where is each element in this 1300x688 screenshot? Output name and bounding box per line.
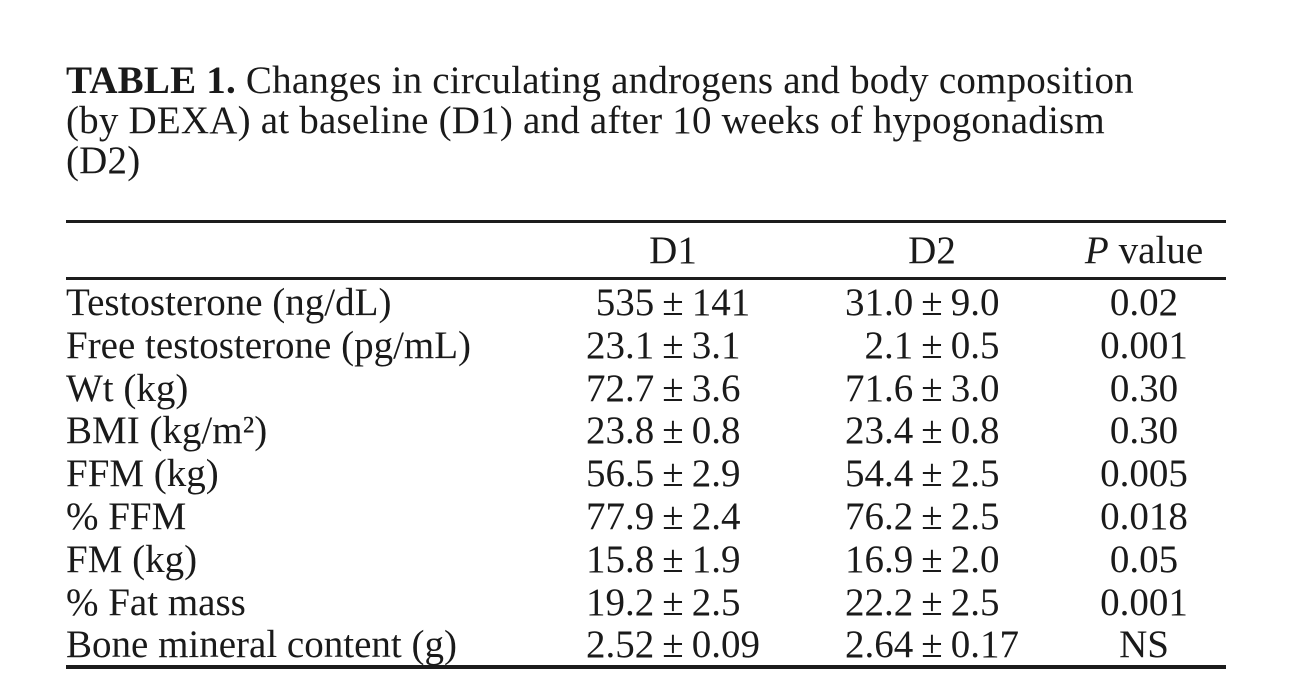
plus-minus-sign: ± [662, 580, 684, 624]
row-label: Bone mineral content (g) [66, 623, 457, 667]
plus-minus-sign: ± [662, 366, 684, 410]
row-label: Testosterone (ng/dL) [66, 281, 392, 324]
plus-minus-sign: ± [662, 623, 684, 667]
d2-cell [802, 537, 1062, 582]
p-value-cell: 0.30 [1109, 366, 1179, 410]
header-d1: D1 [649, 228, 697, 272]
d2-sd: 0.8 [950, 409, 1000, 453]
d1-sd: 3.1 [691, 323, 741, 367]
d1-mean: 535 [595, 281, 655, 324]
d1-sd: 0.8 [691, 409, 741, 453]
d1-mean: 23.1 [586, 323, 655, 367]
d2-mean: 2.64 [845, 623, 914, 667]
table-row [66, 622, 1226, 665]
header-p-symbol: P [1084, 228, 1109, 272]
d2-cell [802, 323, 1062, 368]
d1-mean: 23.8 [586, 409, 655, 453]
header-d2: D2 [908, 228, 956, 272]
d2-mean: 76.2 [845, 494, 914, 538]
row-label: Wt (kg) [66, 366, 189, 410]
table-caption-label: TABLE 1. [66, 59, 236, 102]
row-label: Free testosterone (pg/mL) [66, 323, 472, 367]
d1-cell [544, 494, 802, 539]
header-p-word: value [1118, 228, 1204, 272]
row-label: % FFM [66, 494, 187, 538]
d2-cell [802, 580, 1062, 625]
d2-sd: 0.17 [950, 623, 1019, 667]
d1-sd: 2.5 [691, 580, 741, 624]
d1-cell [544, 280, 802, 325]
d1-mean: 2.52 [586, 623, 655, 667]
d1-mean: 77.9 [586, 494, 655, 538]
plus-minus-sign: ± [921, 452, 943, 496]
d2-mean: 2.1 [864, 323, 914, 367]
d2-mean: 23.4 [845, 409, 914, 453]
d2-cell [802, 622, 1062, 667]
table-row [66, 494, 1226, 537]
table-row [66, 580, 1226, 623]
plus-minus-sign: ± [921, 366, 943, 410]
p-value-cell: 0.02 [1109, 281, 1179, 324]
d1-mean: 15.8 [586, 537, 655, 581]
d1-sd: 2.4 [691, 494, 741, 538]
p-value-cell: 0.001 [1100, 323, 1188, 367]
plus-minus-sign: ± [921, 494, 943, 538]
data-table [66, 220, 1226, 669]
table-figure [66, 22, 1226, 669]
d2-sd: 2.5 [950, 452, 1000, 496]
plus-minus-sign: ± [662, 281, 684, 324]
table-row [66, 280, 1226, 323]
d1-mean: 56.5 [586, 452, 655, 496]
plus-minus-sign: ± [921, 537, 943, 581]
d2-mean: 31.0 [845, 281, 914, 324]
d1-sd: 2.9 [691, 452, 741, 496]
d2-cell [802, 280, 1062, 325]
plus-minus-sign: ± [921, 323, 943, 367]
table-row [66, 366, 1226, 409]
d1-sd: 0.09 [691, 623, 760, 667]
d1-cell [544, 366, 802, 411]
table-row [66, 451, 1226, 494]
plus-minus-sign: ± [662, 537, 684, 581]
d2-sd: 2.0 [950, 537, 1000, 581]
d2-mean: 54.4 [845, 452, 914, 496]
d2-sd: 0.5 [950, 323, 1000, 367]
d2-cell [802, 366, 1062, 411]
table-caption-text: Changes in circulating androgens and body composition (by DEXA) at baseline (D1) and after 10 weeks of hypogonadism (D2) [66, 59, 1134, 182]
p-value-cell: NS [1119, 623, 1169, 667]
table-row [66, 537, 1226, 580]
d1-cell [544, 451, 802, 496]
plus-minus-sign: ± [662, 323, 684, 367]
plus-minus-sign: ± [662, 409, 684, 453]
plus-minus-sign: ± [921, 281, 943, 324]
d2-cell [802, 408, 1062, 453]
plus-minus-sign: ± [921, 409, 943, 453]
d1-mean: 19.2 [586, 580, 655, 624]
d1-cell [544, 580, 802, 625]
d2-sd: 9.0 [950, 281, 1000, 324]
d2-cell [802, 494, 1062, 539]
table-row [66, 408, 1226, 451]
d1-cell [544, 537, 802, 582]
d2-sd: 3.0 [950, 366, 1000, 410]
row-label: FFM (kg) [66, 452, 219, 496]
d1-sd: 141 [691, 281, 751, 324]
d1-sd: 1.9 [691, 537, 741, 581]
d1-mean: 72.7 [586, 366, 655, 410]
table-caption [66, 61, 1186, 181]
d1-cell [544, 622, 802, 667]
row-label: % Fat mass [66, 580, 246, 624]
p-value-cell: 0.05 [1109, 537, 1179, 581]
plus-minus-sign: ± [662, 494, 684, 538]
d2-sd: 2.5 [950, 580, 1000, 624]
table-row [66, 323, 1226, 366]
plus-minus-sign: ± [921, 623, 943, 667]
header-p-value [1062, 228, 1226, 273]
table-header-row [66, 223, 1226, 280]
row-label: FM (kg) [66, 537, 198, 581]
plus-minus-sign: ± [662, 452, 684, 496]
d2-mean: 22.2 [845, 580, 914, 624]
d1-cell [544, 323, 802, 368]
d1-cell [544, 408, 802, 453]
row-label: BMI (kg/m²) [66, 409, 268, 453]
d2-mean: 71.6 [845, 366, 914, 410]
plus-minus-sign: ± [921, 580, 943, 624]
p-value-cell: 0.018 [1100, 494, 1188, 538]
d2-sd: 2.5 [950, 494, 1000, 538]
d1-sd: 3.6 [691, 366, 741, 410]
p-value-cell: 0.001 [1100, 580, 1188, 624]
d2-cell [802, 451, 1062, 496]
p-value-cell: 0.005 [1100, 452, 1188, 496]
table-body [66, 280, 1226, 665]
p-value-cell: 0.30 [1109, 409, 1179, 453]
d2-mean: 16.9 [845, 537, 914, 581]
